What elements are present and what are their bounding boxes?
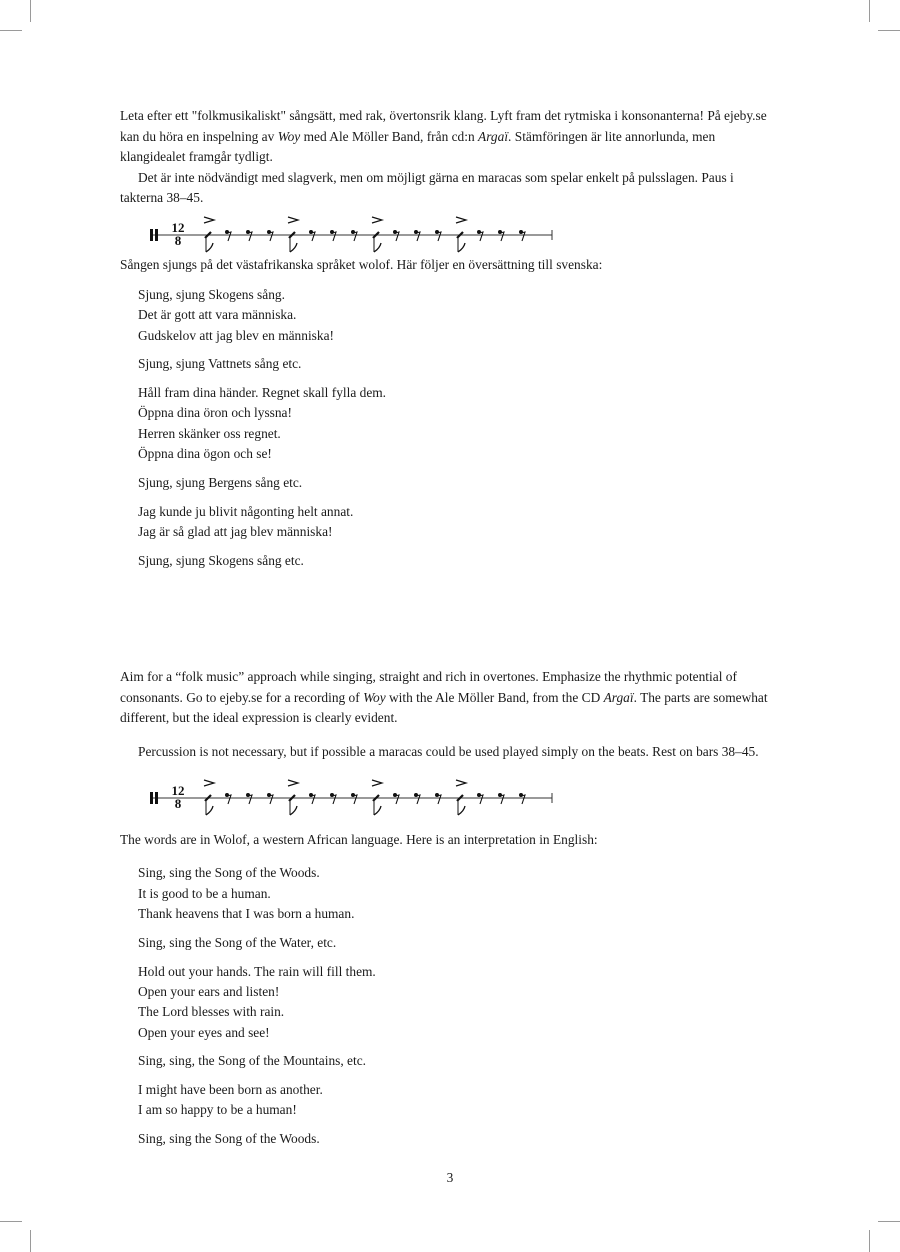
lyric-line: Sjung, sjung Bergens sång etc. — [138, 474, 303, 490]
rhythm-notation — [142, 776, 562, 816]
eighth-rest — [309, 793, 313, 797]
eighth-rest — [248, 795, 252, 804]
lyric-stanza — [138, 473, 780, 493]
eighth-rest — [267, 793, 271, 797]
crop-mark — [878, 30, 900, 31]
eighth-rest — [498, 793, 502, 797]
lyric-line: I might have been born as another. — [138, 1082, 323, 1098]
crop-mark — [869, 0, 870, 22]
note-flag — [374, 806, 381, 815]
lyric-stanza — [138, 933, 780, 953]
swedish-paragraph-2: Det är inte nödvändigt med slagverk, men om möjligt gärna en maracas som spelar enkelt på pulsslagen. Paus i takterna 38–45. — [120, 169, 734, 205]
eighth-rest — [519, 793, 523, 797]
eighth-rest — [416, 232, 420, 241]
lyric-line: Open your eyes and see! — [138, 1024, 270, 1040]
eighth-rest — [309, 230, 313, 234]
english-lyrics — [120, 863, 780, 1149]
note-flag — [374, 243, 381, 252]
lyric-line: Sing, sing, the Song of the Mountains, etc. — [138, 1053, 367, 1069]
eighth-rest — [267, 230, 271, 234]
eighth-rest — [437, 232, 441, 241]
eighth-rest — [435, 230, 439, 234]
percussion-clef — [155, 792, 158, 804]
time-signature-bottom: 8 — [174, 796, 182, 812]
lyric-stanza — [138, 1129, 780, 1149]
swedish-paragraph-1: Leta efter ett "folkmusikaliskt" sångsätt, med rak, övertonsrik klang. Lyft fram det rytmiska i konsonanterna! På ejeby.se kan du höra en inspelning av Woy med Ale Möller Band, från cd:n Argaï. Stämföringen är lite annorlunda, men klangidealet framgår tydligt. — [120, 108, 767, 164]
crop-mark — [0, 1221, 22, 1222]
lyric-line: Herren skänker oss regnet. — [138, 425, 281, 441]
eighth-rest — [311, 232, 315, 241]
lyric-stanza — [138, 1051, 780, 1071]
lyric-stanza — [138, 354, 780, 374]
eighth-rest — [395, 795, 399, 804]
accent-mark — [204, 780, 214, 786]
english-intro: The words are in Wolof, a western African language. Here is an interpretation in English: — [120, 831, 598, 847]
eighth-rest — [227, 795, 231, 804]
eighth-rest — [519, 230, 523, 234]
lyric-line: Sjung, sjung Skogens sång. — [138, 287, 285, 302]
lyric-line: Jag är så glad att jag blev människa! — [138, 523, 333, 539]
accent-mark — [288, 780, 298, 786]
lyric-line: Sing, sing the Song of the Woods. — [138, 1131, 320, 1147]
percussion-clef — [150, 792, 153, 804]
lyric-stanza — [138, 502, 780, 543]
eighth-rest — [393, 230, 397, 234]
accent-mark — [456, 217, 466, 223]
lyric-line: Det är gott att vara människa. — [138, 307, 297, 323]
eighth-rest — [498, 230, 502, 234]
accent-mark — [372, 217, 382, 223]
lyric-line: Sjung, sjung Vattnets sång etc. — [138, 356, 302, 372]
eighth-rest — [330, 230, 334, 234]
eighth-rest — [246, 793, 250, 797]
percussion-clef — [150, 229, 153, 241]
crop-mark — [30, 1230, 31, 1252]
eighth-rest — [330, 793, 334, 797]
lyric-line: Sing, sing the Song of the Water, etc. — [138, 934, 337, 950]
lyric-line: Thank heavens that I was born a human. — [138, 906, 355, 922]
eighth-rest — [477, 793, 481, 797]
lyric-line: Hold out your hands. The rain will fill them. — [138, 963, 376, 979]
eighth-rest — [477, 230, 481, 234]
eighth-rest — [351, 793, 355, 797]
crop-mark — [869, 1230, 870, 1252]
eighth-rest — [353, 795, 357, 804]
eighth-rest — [521, 795, 525, 804]
eighth-rest — [246, 230, 250, 234]
eighth-rest — [500, 232, 504, 241]
eighth-rest — [332, 232, 336, 241]
eighth-rest — [332, 795, 336, 804]
time-signature-top: 12 — [171, 219, 185, 235]
lyric-stanza — [138, 962, 780, 1043]
lyric-stanza — [138, 863, 780, 924]
lyric-line: Open your ears and listen! — [138, 983, 280, 999]
eighth-rest — [225, 230, 229, 234]
english-section — [120, 654, 780, 1158]
eighth-rest — [414, 230, 418, 234]
accent-mark — [372, 780, 382, 786]
percussion-clef — [155, 229, 158, 241]
eighth-rest — [437, 795, 441, 804]
time-signature-bottom: 8 — [174, 232, 182, 248]
english-paragraph-1: Aim for a “folk music” approach while singing, straight and rich in overtones. Emphasize the rhythmic potential of consonants. Go to ejeby.se for a recording of Woy with the Ale Möller Band, from the CD Argaï. The parts are somewhat different, but the ideal expression is clearly evident. — [120, 669, 768, 726]
time-signature-top: 12 — [171, 783, 185, 799]
lyric-line: Jag kunde ju blivit någonting helt annat. — [138, 503, 354, 519]
note-flag — [458, 806, 465, 815]
lyric-line: Gudskelov att jag blev en människa! — [138, 327, 334, 343]
eighth-rest — [269, 795, 273, 804]
lyric-line: I am so happy to be a human! — [138, 1102, 297, 1118]
lyric-stanza — [138, 1080, 780, 1121]
eighth-rest — [479, 795, 483, 804]
lyric-line: Sjung, sjung Skogens sång etc. — [138, 552, 304, 568]
eighth-rest — [500, 795, 504, 804]
swedish-lyrics — [120, 285, 780, 571]
eighth-rest — [521, 232, 525, 241]
eighth-rest — [227, 232, 231, 241]
eighth-rest — [353, 232, 357, 241]
eighth-rest — [248, 232, 252, 241]
lyric-stanza — [138, 383, 780, 464]
swedish-intro: Sången sjungs på det västafrikanska språket wolof. Här följer en översättning till svenska: — [120, 256, 603, 272]
eighth-rest — [479, 232, 483, 241]
lyric-line: It is good to be a human. — [138, 885, 271, 901]
eighth-rest — [414, 793, 418, 797]
crop-mark — [878, 1221, 900, 1222]
eighth-rest — [351, 230, 355, 234]
english-paragraph-2: Percussion is not necessary, but if possible a maracas could be used played simply on the beats. Rest on bars 38–45. — [138, 744, 759, 760]
lyric-line: The Lord blesses with rain. — [138, 1004, 285, 1020]
eighth-rest — [435, 793, 439, 797]
note-flag — [206, 243, 213, 252]
lyric-line: Sing, sing the Song of the Woods. — [138, 865, 320, 881]
eighth-rest — [269, 232, 273, 241]
eighth-rest — [393, 793, 397, 797]
note-flag — [290, 243, 297, 252]
lyric-line: Öppna dina öron och lyssna! — [138, 405, 292, 421]
crop-mark — [0, 30, 22, 31]
eighth-rest — [395, 232, 399, 241]
eighth-rest — [311, 795, 315, 804]
swedish-section — [120, 106, 780, 580]
crop-mark — [30, 0, 31, 22]
lyric-line: Håll fram dina händer. Regnet skall fylla dem. — [138, 385, 387, 401]
lyric-line: Öppna dina ögon och se! — [138, 446, 272, 462]
lyric-stanza — [138, 285, 780, 346]
note-flag — [290, 806, 297, 815]
note-flag — [206, 806, 213, 815]
eighth-rest — [416, 795, 420, 804]
rhythm-notation — [142, 213, 562, 253]
note-flag — [458, 243, 465, 252]
eighth-rest — [225, 793, 229, 797]
accent-mark — [204, 217, 214, 223]
page-number: 3 — [446, 1170, 454, 1185]
accent-mark — [456, 780, 466, 786]
lyric-stanza — [138, 551, 780, 571]
accent-mark — [288, 217, 298, 223]
